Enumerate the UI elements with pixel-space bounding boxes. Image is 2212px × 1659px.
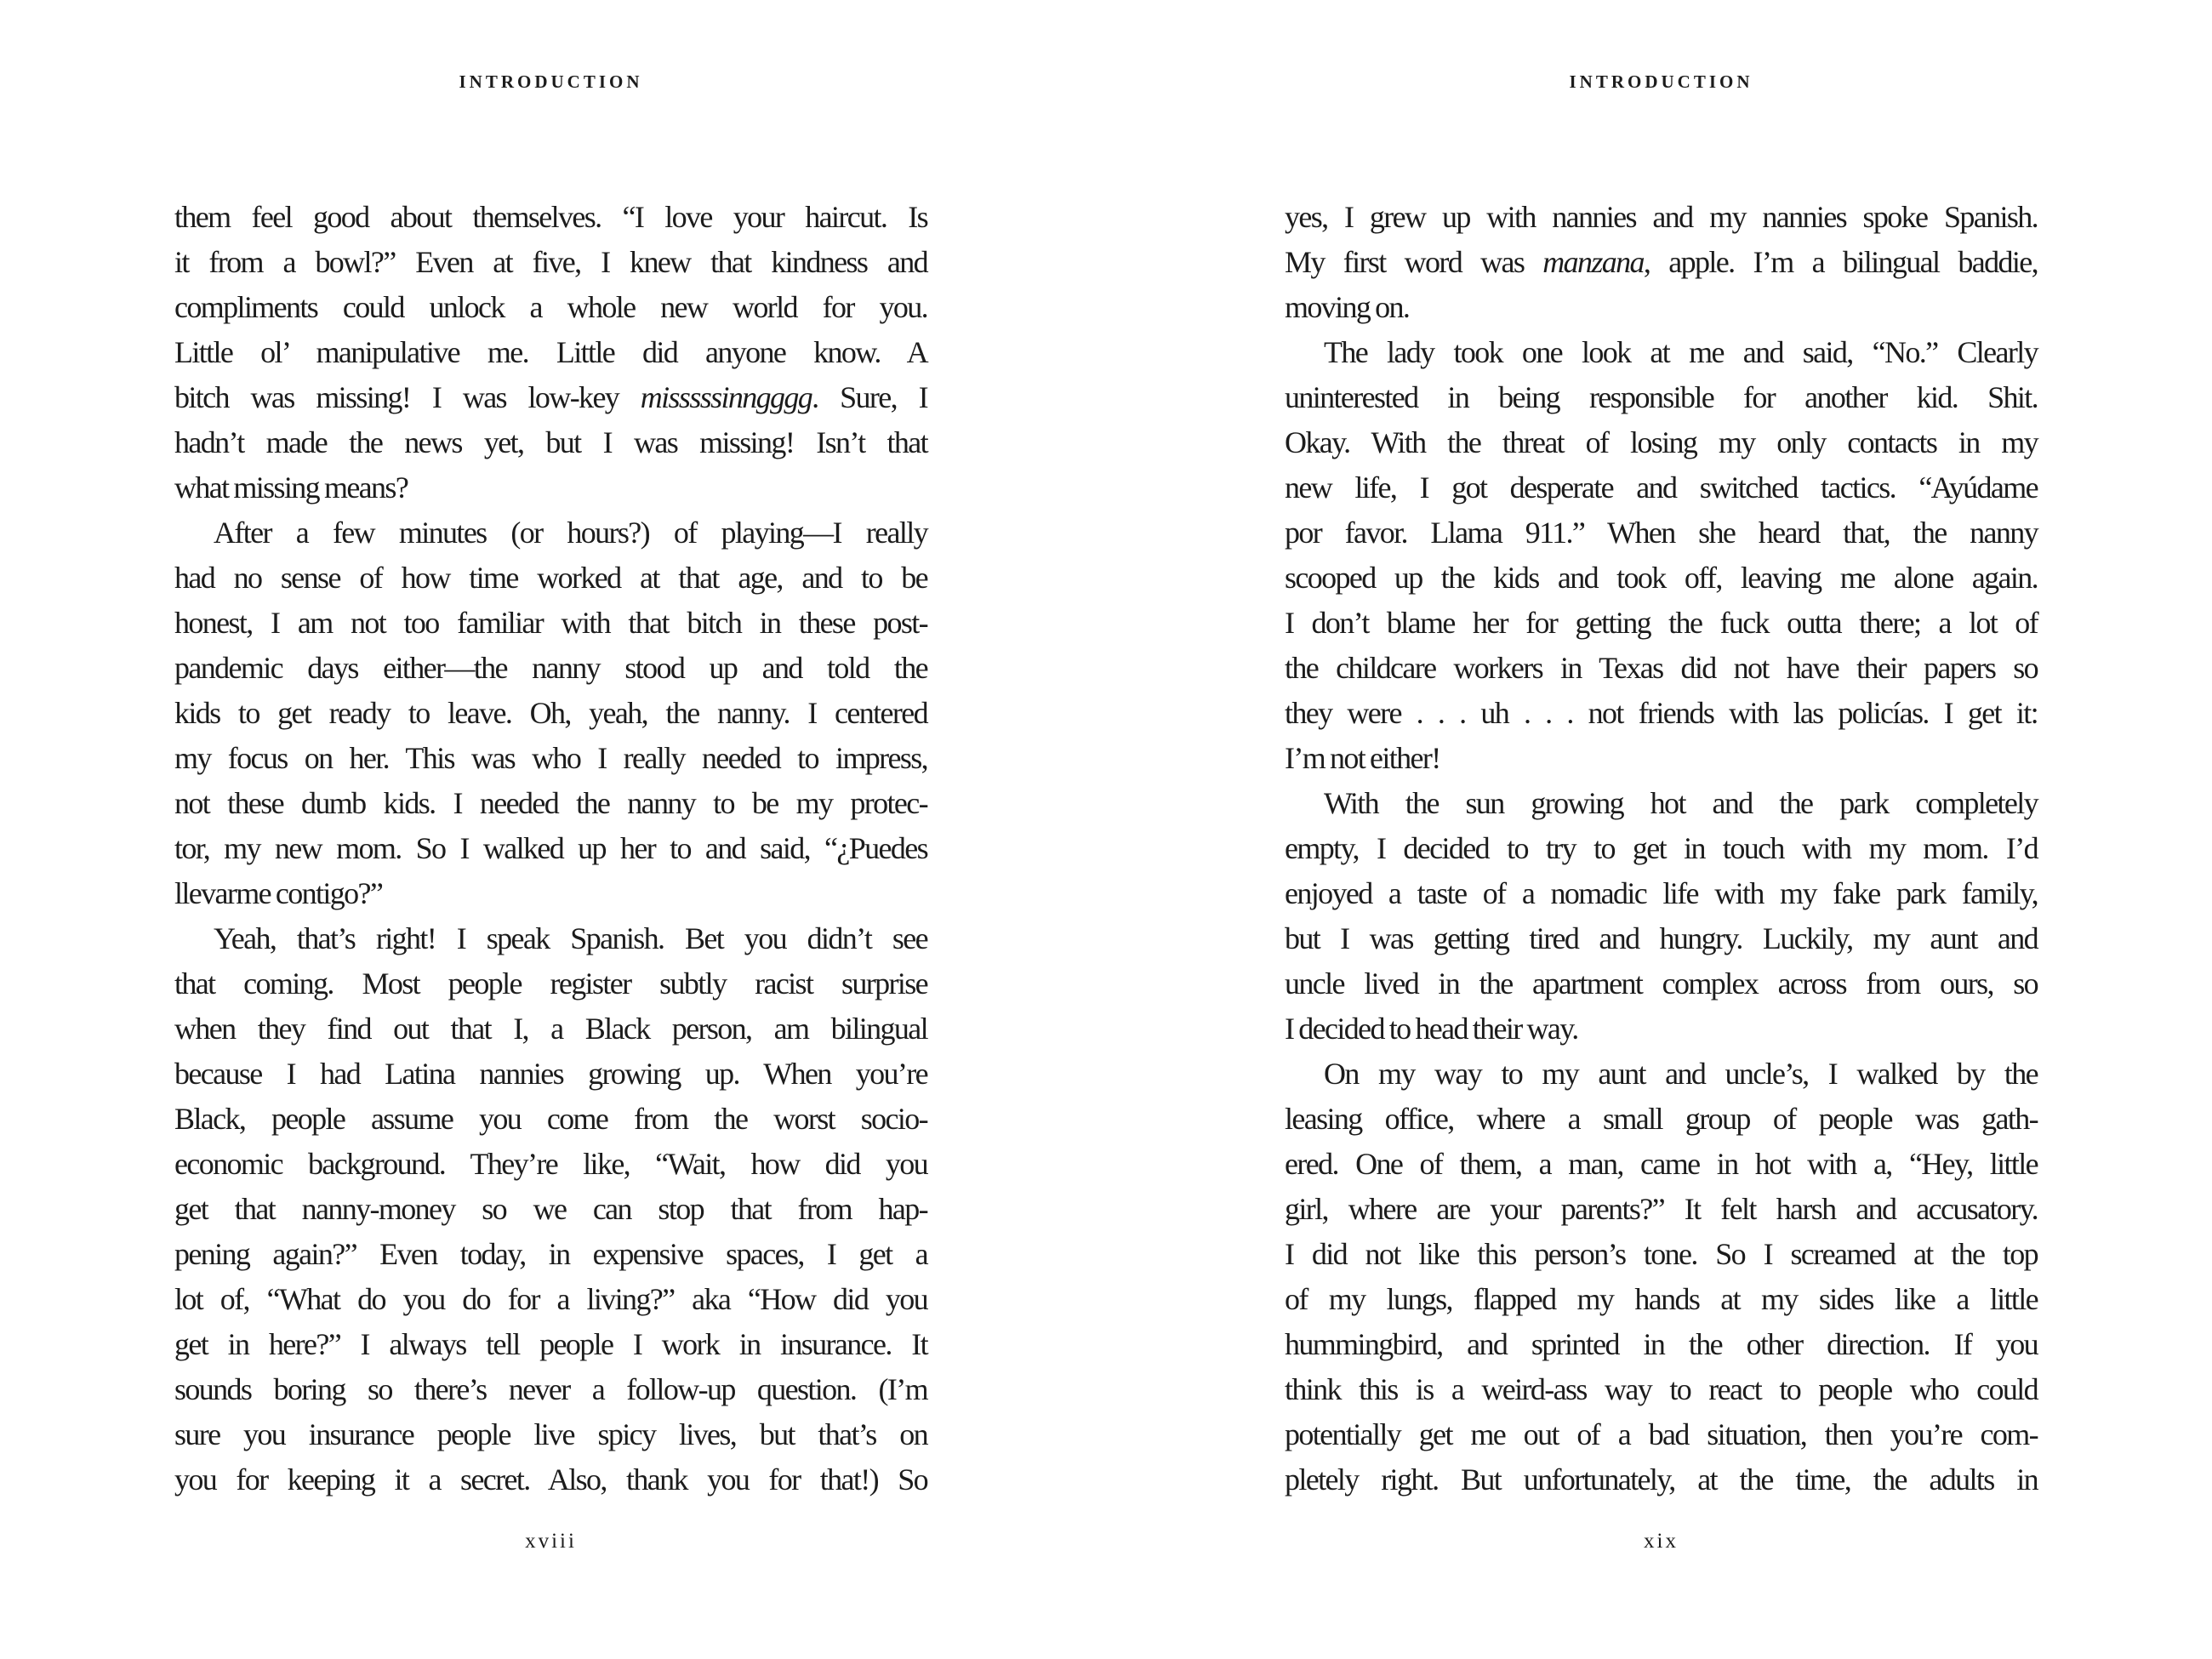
text-line [1285, 1232, 2038, 1277]
book-page [1285, 0, 2038, 1659]
text-line [174, 871, 927, 916]
text-line [1285, 375, 2038, 420]
text-segment: the childcare workers in Texas did not have their papers so [1285, 651, 2038, 685]
text-line [1285, 556, 2038, 601]
text-segment: I did not like this person’s tone. So I screamed at the top [1285, 1237, 2038, 1271]
text-line [1285, 1367, 2038, 1412]
text-segment: uninterested in being responsible for another kid. Shit. [1285, 380, 2038, 414]
text-line [1285, 1457, 2038, 1502]
text-line [174, 420, 927, 465]
text-segment: ered. One of them, a man, came in hot with a, “Hey, little [1285, 1147, 2038, 1181]
text-line [174, 240, 927, 285]
text-line [1285, 330, 2038, 375]
text-segment: that coming. Most people register subtly racist surprise [174, 966, 927, 1001]
text-segment: when they find out that I, a Black person, am bilingual [174, 1012, 927, 1046]
text-segment: empty, I decided to try to get in touch with my mom. I’d [1285, 831, 2038, 865]
text-segment: With the sun growing hot and the park completely [1324, 786, 2038, 820]
text-line [174, 916, 927, 961]
text-line [174, 1232, 927, 1277]
text-segment: because I had Latina nannies growing up. When you’re [174, 1057, 927, 1091]
text-segment: potentially get me out of a bad situation, then you’re com- [1285, 1417, 2038, 1451]
text-line [174, 1412, 927, 1457]
text-line [1285, 826, 2038, 871]
book-page [174, 0, 927, 1659]
text-segment: Yeah, that’s right! I speak Spanish. Bet you didn’t see [214, 921, 927, 955]
text-line [174, 691, 927, 736]
text-line [1285, 1097, 2038, 1142]
text-line [1285, 1052, 2038, 1097]
text-line [174, 646, 927, 691]
text-segment: hadn’t made the news yet, but I was missing! Isn’t that [174, 425, 927, 459]
text-segment: it from a bowl?” Even at five, I knew that kindness and [174, 245, 927, 279]
running-head: INTRODUCTION [459, 71, 643, 92]
text-line [1285, 916, 2038, 961]
text-line [174, 285, 927, 330]
text-line [1285, 1142, 2038, 1187]
text-segment: get that nanny-money so we can stop that from hap- [174, 1192, 927, 1226]
text-segment: new life, I got desperate and switched tactics. “Ayúdame [1285, 470, 2038, 505]
text-line [174, 1187, 927, 1232]
text-line [174, 1367, 927, 1412]
text-segment: get in here?” I always tell people I work in insurance. It [174, 1327, 927, 1361]
text-segment: The lady took one look at me and said, “No.” Clearly [1324, 335, 2038, 369]
text-line [1285, 1006, 2038, 1052]
page-number: xviii [525, 1530, 577, 1553]
text-line [174, 601, 927, 646]
text-line [174, 1006, 927, 1052]
text-segment: lot of, “What do you do for a living?” aka “How did you [174, 1282, 927, 1316]
text-segment: but I was getting tired and hungry. Luckily, my aunt and [1285, 921, 2038, 955]
text-line [174, 1457, 927, 1502]
text-segment: yes, I grew up with nannies and my nannies spoke Spanish. [1285, 200, 2038, 234]
text-segment: economic background. They’re like, “Wait, how did you [174, 1147, 927, 1181]
text-line [174, 961, 927, 1006]
text-segment: sounds boring so there’s never a follow-up question. (I’m [174, 1372, 927, 1406]
text-line [1285, 961, 2038, 1006]
text-segment: tor, my new mom. So I walked up her to and said, “¿Puedes [174, 831, 927, 865]
text-segment: my focus on her. This was who I really needed to impress, [174, 741, 927, 775]
text-segment: pandemic days either—the nanny stood up and told the [174, 651, 927, 685]
text-segment: uncle lived in the apartment complex across from ours, so [1285, 966, 2038, 1001]
text-line [1285, 1412, 2038, 1457]
text-segment: misssssinngggg [640, 380, 812, 414]
text-line [1285, 1277, 2038, 1322]
text-segment: Okay. With the threat of losing my only contacts in my [1285, 425, 2038, 459]
text-line [174, 826, 927, 871]
text-segment: bitch was missing! I was low-key [174, 380, 641, 414]
text-segment: , apple. I’m a bilingual baddie, [1643, 245, 2038, 279]
page-body [1285, 195, 2038, 1502]
text-line [174, 510, 927, 556]
text-line [174, 1322, 927, 1367]
text-segment: honest, I am not too familiar with that bitch in these post- [174, 606, 927, 640]
text-line [174, 1097, 927, 1142]
text-segment: pening again?” Even today, in expensive spaces, I get a [174, 1237, 927, 1271]
text-line [1285, 510, 2038, 556]
text-segment: enjoyed a taste of a nomadic life with my fake park family, [1285, 876, 2038, 910]
text-segment: I don’t blame her for getting the fuck outta there; a lot of [1285, 606, 2038, 640]
text-segment: I’m not either! [1285, 741, 1440, 775]
text-line [174, 1277, 927, 1322]
text-line [174, 736, 927, 781]
text-segment: On my way to my aunt and uncle’s, I walked by the [1324, 1057, 2038, 1091]
text-segment: leasing office, where a small group of people was gath- [1285, 1102, 2038, 1136]
text-segment: My first word was [1285, 245, 1543, 279]
text-segment: they were . . . uh . . . not friends with las policías. I get it: [1285, 696, 2038, 730]
text-segment: Black, people assume you come from the worst socio- [174, 1102, 927, 1136]
page-body [174, 195, 927, 1502]
text-segment: what missing means? [174, 470, 408, 505]
text-line [1285, 781, 2038, 826]
text-segment: scooped up the kids and took off, leaving me alone again. [1285, 561, 2038, 595]
text-line [1285, 285, 2038, 330]
text-line [1285, 1187, 2038, 1232]
text-line [1285, 646, 2038, 691]
text-line [1285, 1322, 2038, 1367]
text-line [174, 781, 927, 826]
text-line [1285, 691, 2038, 736]
text-segment: not these dumb kids. I needed the nanny to be my protec- [174, 786, 927, 820]
text-line [1285, 465, 2038, 510]
text-segment: them feel good about themselves. “I love your haircut. Is [174, 200, 927, 234]
text-segment: After a few minutes (or hours?) of playing—I really [214, 516, 927, 550]
text-segment: Little ol’ manipulative me. Little did anyone know. A [174, 335, 927, 369]
text-segment: I decided to head their way. [1285, 1012, 1578, 1046]
text-line [1285, 601, 2038, 646]
text-segment: think this is a weird-ass way to react to people who could [1285, 1372, 2038, 1406]
text-segment: llevarme contigo?” [174, 876, 383, 910]
text-segment: had no sense of how time worked at that age, and to be [174, 561, 927, 595]
text-segment: moving on. [1285, 290, 1410, 324]
text-line [1285, 420, 2038, 465]
text-line [1285, 240, 2038, 285]
text-segment: . Sure, I [812, 380, 927, 414]
text-line [174, 1052, 927, 1097]
text-line [174, 375, 927, 420]
text-segment: of my lungs, flapped my hands at my sides like a little [1285, 1282, 2038, 1316]
text-segment: girl, where are your parents?” It felt harsh and accusatory. [1285, 1192, 2038, 1226]
text-segment: compliments could unlock a whole new world for you. [174, 290, 927, 324]
text-segment: kids to get ready to leave. Oh, yeah, the nanny. I centered [174, 696, 927, 730]
page-number: xix [1644, 1530, 1679, 1553]
text-segment: hummingbird, and sprinted in the other direction. If you [1285, 1327, 2038, 1361]
text-segment: pletely right. But unfortunately, at the time, the adults in [1285, 1462, 2038, 1497]
text-line [1285, 736, 2038, 781]
text-line [1285, 195, 2038, 240]
text-line [174, 195, 927, 240]
text-line [1285, 871, 2038, 916]
text-line [174, 556, 927, 601]
text-segment: manzana [1542, 245, 1644, 279]
text-line [174, 465, 927, 510]
running-head: INTRODUCTION [1569, 71, 1753, 92]
text-segment: you for keeping it a secret. Also, thank you for that!) So [174, 1462, 927, 1497]
text-segment: por favor. Llama 911.” When she heard that, the nanny [1285, 516, 2038, 550]
text-line [174, 330, 927, 375]
text-segment: sure you insurance people live spicy lives, but that’s on [174, 1417, 927, 1451]
text-line [174, 1142, 927, 1187]
